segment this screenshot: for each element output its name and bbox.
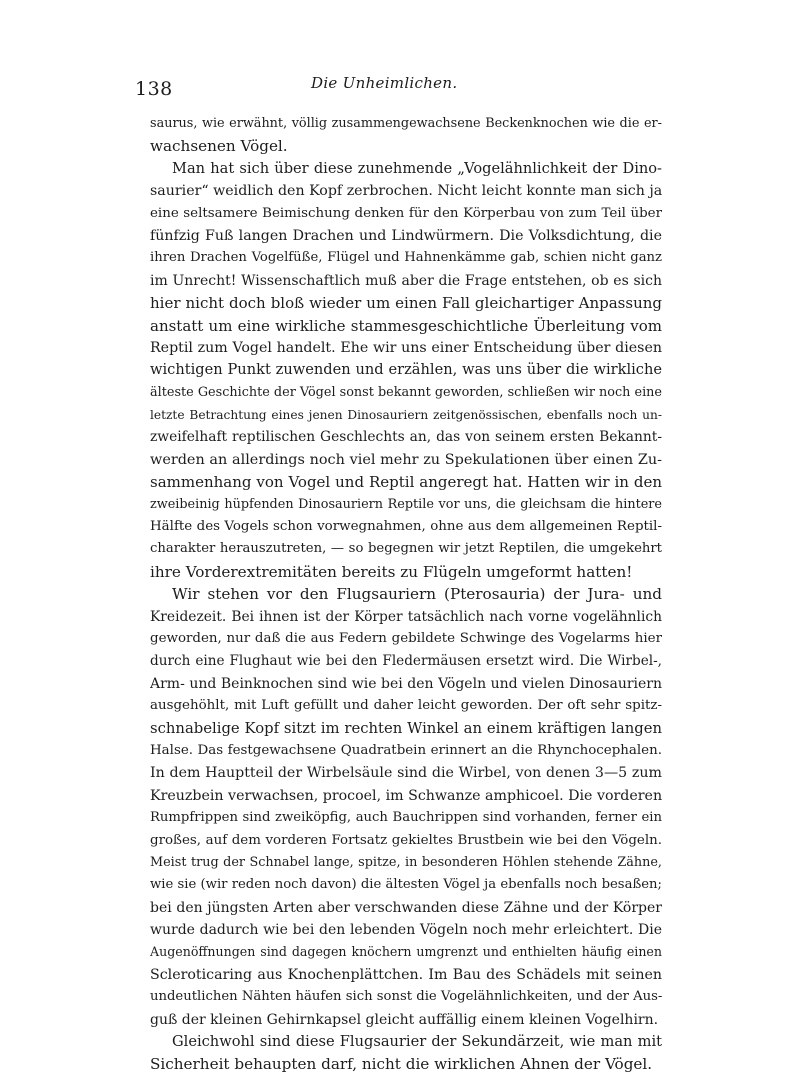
text-line: Augenöffnungen sind dagegen knöchern umgrenzt und enthielten häufig einen	[150, 944, 662, 960]
page-header	[135, 70, 665, 100]
text-line: Meist trug der Schnabel lange, spitze, in besonderen Höhlen stehende Zähne,	[150, 854, 662, 870]
text-line: Hälfte des Vogels schon vorwegnahmen, ohne aus dem allgemeinen Reptil-	[150, 519, 662, 535]
text-line: älteste Geschichte der Vögel sonst bekannt geworden, schließen wir noch eine	[150, 384, 662, 400]
text-line: guß der kleinen Gehirnkapsel gleicht auffällig einem kleinen Vogelhirn.	[150, 1011, 659, 1028]
text-line: Kreidezeit. Bei ihnen ist der Körper tatsächlich nach vorne vogelähnlich	[150, 608, 662, 625]
text-line: Scleroticaring aus Knochenplättchen. Im Bau des Schädels mit seinen	[150, 966, 662, 983]
text-line: wie sie (wir reden noch davon) die ältesten Vögel ja ebenfalls noch besaßen;	[150, 877, 662, 893]
text-line: werden an allerdings noch viel mehr zu Spekulationen über einen Zu-	[150, 451, 662, 468]
text-line: eine seltsamere Beimischung denken für den Körperbau von zum Teil über	[150, 205, 662, 221]
text-line: sammenhang von Vogel und Reptil angeregt hat. Hatten wir in den	[150, 473, 662, 492]
text-line: Gleichwohl sind diese Flugsaurier der Sekundärzeit, wie man mit	[172, 1033, 662, 1051]
text-line: Man hat sich über diese zunehmende „Vogelähnlichkeit der Dino-	[172, 159, 662, 177]
text-line: saurier“ weidlich den Kopf zerbrochen. Nicht leicht konnte man sich ja	[150, 183, 662, 200]
text-line: saurus, wie erwähnt, völlig zusammengewachsene Beckenknochen wie die er-	[150, 116, 662, 131]
text-line: ihren Drachen Vogelfüße, Flügel und Hahnenkämme gab, schien nicht ganz	[150, 250, 662, 266]
text-line: letzte Betrachtung eines jenen Dinosauriern zeitgenössischen, ebenfalls noch un-	[150, 408, 662, 423]
text-line: Halse. Das festgewachsene Quadratbein erinnert an die Rhynchocephalen.	[150, 742, 662, 758]
text-line: durch eine Flughaut wie bei den Fledermäusen ersetzt wird. Die Wirbel-,	[150, 653, 662, 670]
text-line: ausgehöhlt, mit Luft gefüllt und daher leicht geworden. Der oft sehr spitz-	[150, 698, 662, 714]
text-line: ihre Vorderextremitäten bereits zu Flügeln umgeformt hatten!	[150, 562, 633, 581]
text-line: geworden, nur daß die aus Federn gebildete Schwinge des Vogelarms hier	[150, 630, 662, 646]
page-number: 138	[135, 78, 173, 100]
body-text	[150, 113, 662, 1076]
text-line: Rumpfrippen sind zweiköpfig, auch Bauchrippen sind vorhanden, ferner ein	[150, 810, 662, 826]
text-line: Wir stehen vor den Flugsauriern (Pterosauria) der Jura- und	[172, 585, 662, 604]
running-head: Die Unheimlichen.	[311, 74, 458, 92]
text-line: fünfzig Fuß langen Drachen und Lindwürmern. Die Volksdichtung, die	[150, 227, 662, 244]
text-line: wachsenen Vögel.	[150, 137, 288, 156]
text-line: In dem Hauptteil der Wirbelsäule sind die Wirbel, von denen 3—5 zum	[150, 765, 662, 782]
text-line: im Unrecht! Wissenschaftlich muß aber die Frage entstehen, ob es sich	[150, 272, 662, 289]
text-line: Kreuzbein verwachsen, procoel, im Schwanze amphicoel. Die vorderen	[150, 787, 662, 804]
text-line: wurde dadurch wie bei den lebenden Vögeln noch mehr erleichtert. Die	[150, 922, 662, 939]
text-line: großes, auf dem vorderen Fortsatz gekieltes Brustbein wie bei den Vögeln.	[150, 832, 662, 848]
text-line: zweibeinig hüpfenden Dinosauriern Reptile vor uns, die gleichsam die hintere	[150, 496, 662, 512]
text-line: bei den jüngsten Arten aber verschwanden diese Zähne und der Körper	[150, 899, 662, 916]
text-line: zweifelhaft reptilischen Geschlechts an, das von seinem ersten Bekannt-	[150, 429, 662, 446]
text-line: anstatt um eine wirkliche stammesgeschichtliche Überleitung vom	[150, 316, 662, 335]
text-line: undeutlichen Nähten häufen sich sonst die Vogelähnlichkeiten, und der Aus-	[150, 989, 662, 1005]
text-line: schnabelige Kopf sitzt im rechten Winkel an einem kräftigen langen	[150, 719, 662, 737]
text-line: hier nicht doch bloß wieder um einen Fall gleichartiger Anpassung	[150, 294, 662, 313]
text-line: charakter herauszutreten, — so begegnen wir jetzt Reptilen, die umgekehrt	[150, 541, 662, 557]
text-line: wichtigen Punkt zuwenden und erzählen, was uns über die wirkliche	[150, 361, 662, 379]
text-line: Arm- und Beinknochen sind wie bei den Vögeln und vielen Dinosauriern	[150, 675, 662, 692]
text-line: Sicherheit behaupten darf, nicht die wirklichen Ahnen der Vögel.	[150, 1055, 653, 1074]
text-line: Reptil zum Vogel handelt. Ehe wir uns einer Entscheidung über diesen	[150, 339, 662, 356]
